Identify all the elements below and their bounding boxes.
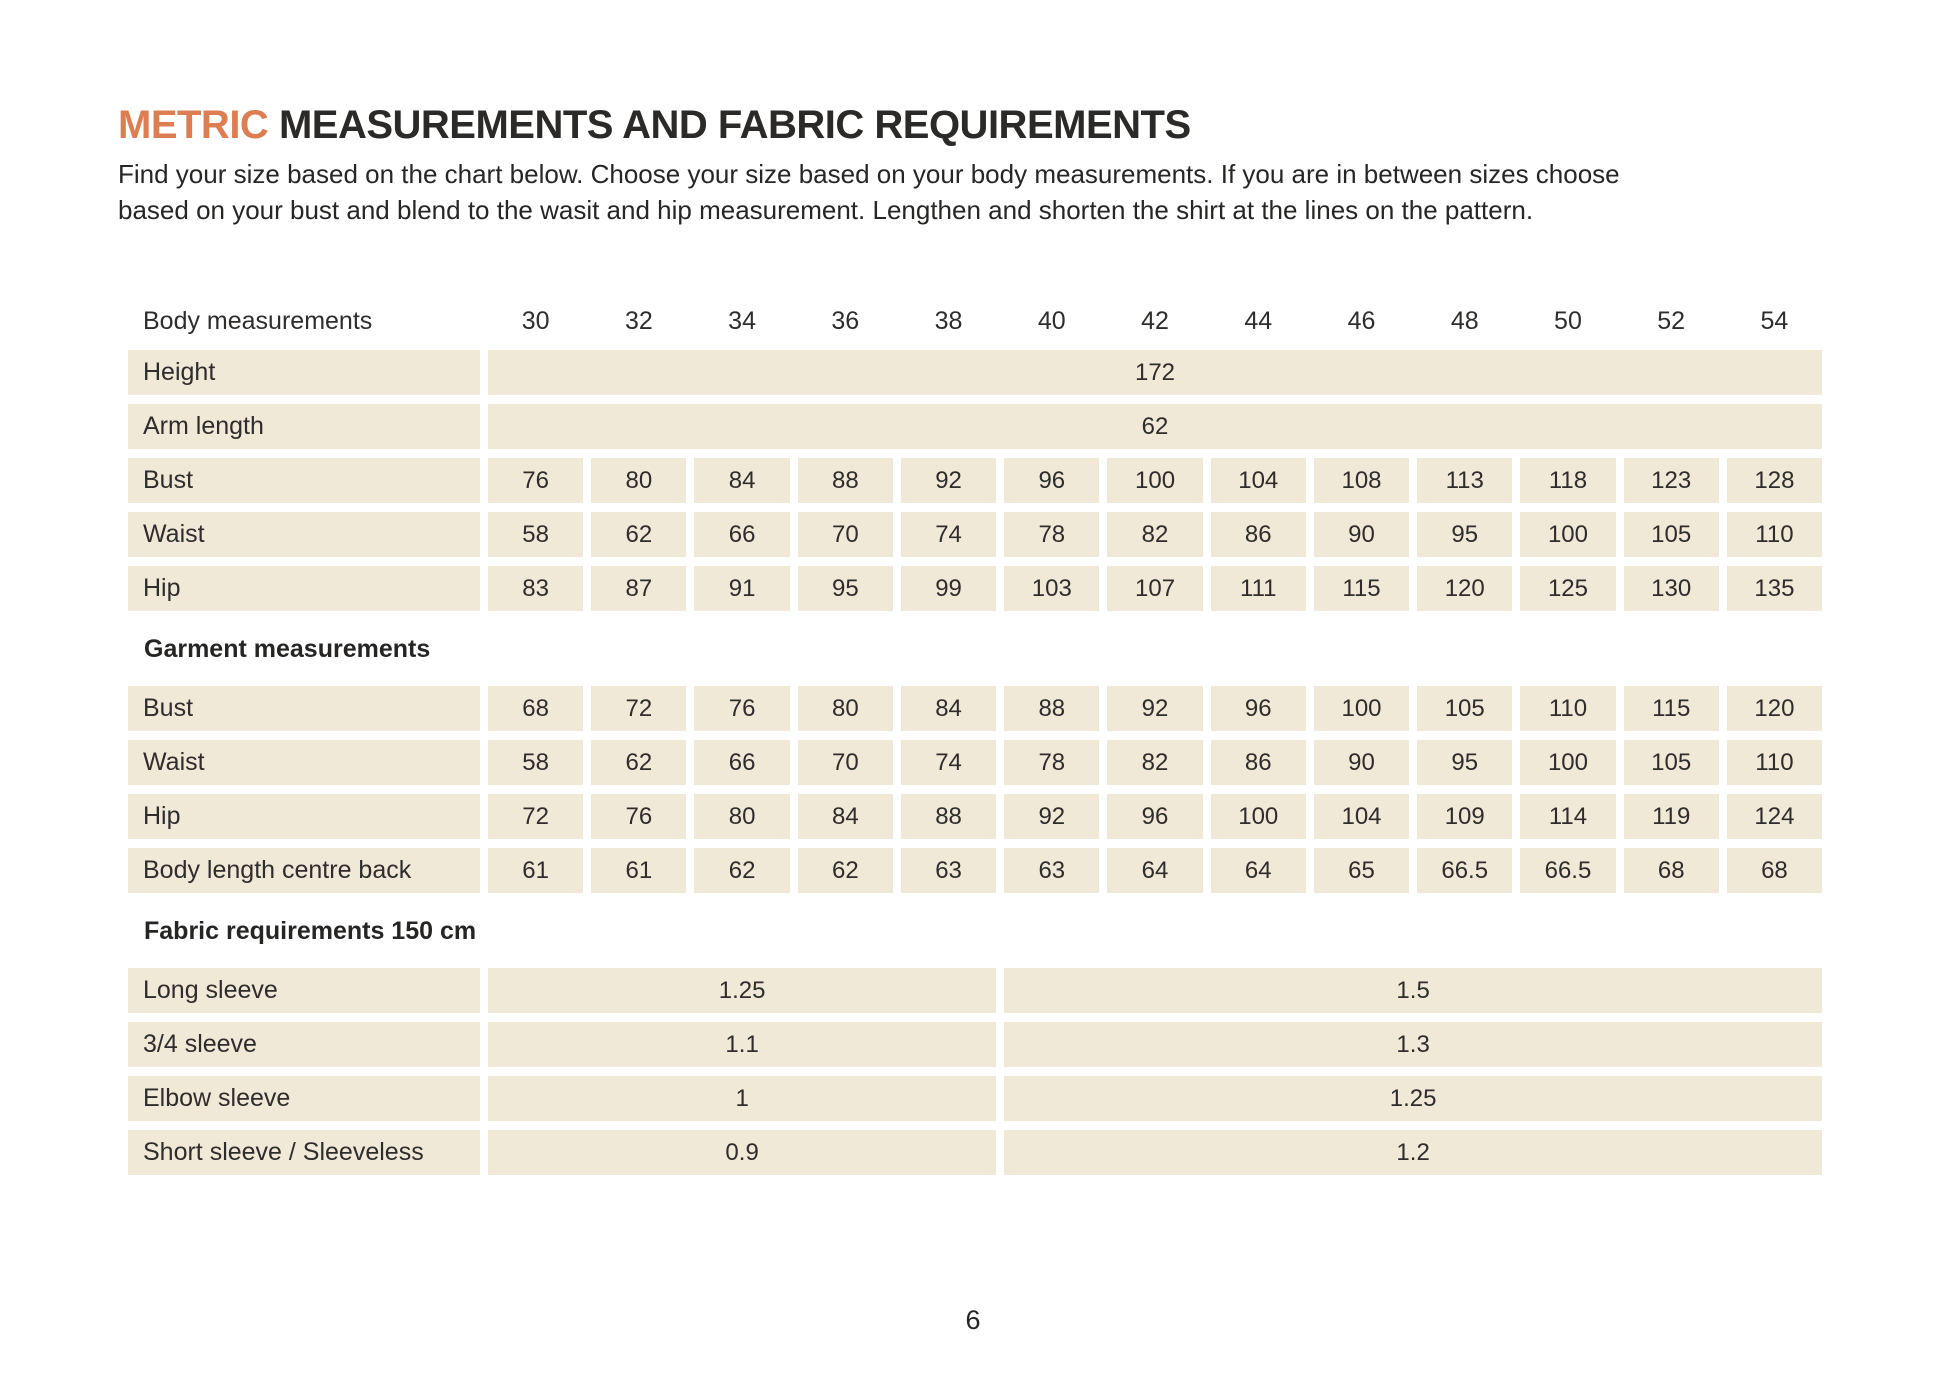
size-column-header: 30 [521,306,550,335]
value-cell: 68 [1624,848,1719,893]
size-column-header: 36 [831,306,860,335]
value-cell: 80 [591,458,686,503]
value-cell: 120 [1727,686,1822,731]
value-cell: 96 [1107,794,1202,839]
split-value-cell: 1.25 [1004,1076,1822,1121]
size-column-header: 44 [1244,306,1273,335]
value-cell: 128 [1727,458,1822,503]
value-cell: 100 [1211,794,1306,839]
value-cell: 113 [1417,458,1512,503]
table-row [128,794,1822,839]
value-cell: 103 [1004,566,1099,611]
value-cell: 95 [798,566,893,611]
value-cell: 66 [694,512,789,557]
split-value-cell: 1.1 [488,1022,996,1067]
section-heading: Fabric requirements 150 cm [144,916,477,945]
value-cell: 84 [694,458,789,503]
row-label: Bust [128,686,480,731]
value-cell: 62 [694,848,789,893]
value-cell: 72 [488,794,583,839]
size-column-header: 34 [728,306,756,335]
value-cell: 110 [1727,740,1822,785]
value-cell: 76 [488,458,583,503]
value-cell: 100 [1520,512,1615,557]
value-cell: 95 [1417,740,1512,785]
value-cell: 120 [1417,566,1512,611]
span-value-cell: 62 [488,404,1822,449]
value-cell: 65 [1314,848,1409,893]
value-cell: 62 [591,512,686,557]
value-cell: 100 [1107,458,1202,503]
value-cell: 115 [1624,686,1719,731]
value-cell: 58 [488,740,583,785]
size-column-header: 52 [1657,306,1686,335]
page-title [118,103,1191,147]
row-label: 3/4 sleeve [128,1022,480,1067]
page-title-accent: METRIC [118,103,269,147]
table-row [128,968,1822,1013]
value-cell: 76 [694,686,789,731]
value-cell: 66 [694,740,789,785]
size-column-header: 48 [1450,306,1479,335]
value-cell: 90 [1314,740,1409,785]
table-row [128,740,1822,785]
value-cell: 92 [1004,794,1099,839]
size-column-header: 54 [1760,306,1789,335]
row-label: Arm length [128,404,480,449]
value-cell: 123 [1624,458,1719,503]
value-cell: 70 [798,512,893,557]
value-cell: 96 [1004,458,1099,503]
row-label: Waist [128,512,480,557]
intro-line-2: based on your bust and blend to the wasit and hip measurement. Lengthen and shorten the shirt at the lines on the pattern. [118,195,1534,225]
value-cell: 114 [1520,794,1615,839]
value-cell: 99 [901,566,996,611]
row-label: Elbow sleeve [128,1076,480,1121]
value-cell: 124 [1727,794,1822,839]
value-cell: 110 [1520,686,1615,731]
table-row [128,1130,1822,1175]
size-table [128,299,1822,1184]
value-cell: 64 [1107,848,1202,893]
value-cell: 86 [1211,740,1306,785]
value-cell: 74 [901,512,996,557]
value-cell: 84 [901,686,996,731]
value-cell: 63 [1004,848,1099,893]
intro-line-1: Find your size based on the chart below. Choose your size based on your body measurements. If you are in between sizes choose [118,159,1620,189]
row-label: Height [128,350,480,395]
value-cell: 80 [694,794,789,839]
table-row [128,1022,1822,1067]
size-column-header: 38 [934,306,963,335]
size-column-header: 42 [1141,306,1169,335]
value-cell: 62 [798,848,893,893]
value-cell: 105 [1417,686,1512,731]
value-cell: 63 [901,848,996,893]
value-cell: 87 [591,566,686,611]
page-title-rest: MEASUREMENTS AND FABRIC REQUIREMENTS [278,103,1191,147]
value-cell: 104 [1314,794,1409,839]
value-cell: 74 [901,740,996,785]
value-cell: 82 [1107,740,1202,785]
table-row [128,350,1822,395]
value-cell: 84 [798,794,893,839]
value-cell: 66.5 [1520,848,1615,893]
value-cell: 62 [591,740,686,785]
row-label: Bust [128,458,480,503]
value-cell: 95 [1417,512,1512,557]
value-cell: 105 [1624,512,1719,557]
value-cell: 92 [901,458,996,503]
size-column-header: 32 [624,306,653,335]
value-cell: 88 [798,458,893,503]
value-cell: 66.5 [1417,848,1512,893]
value-cell: 119 [1624,794,1719,839]
table-row [128,848,1822,893]
table-row [128,404,1822,449]
value-cell: 76 [591,794,686,839]
value-cell: 135 [1727,566,1822,611]
intro-paragraph [118,156,1620,228]
size-column-header: 50 [1554,306,1582,335]
span-value-cell: 172 [488,350,1822,395]
row-label: Hip [128,794,480,839]
value-cell: 92 [1107,686,1202,731]
value-cell: 96 [1211,686,1306,731]
value-cell: 70 [798,740,893,785]
table-row [128,1076,1822,1121]
value-cell: 61 [591,848,686,893]
size-column-header: 46 [1347,306,1376,335]
size-column-header: 40 [1037,306,1066,335]
value-cell: 83 [488,566,583,611]
value-cell: 105 [1624,740,1719,785]
value-cell: 104 [1211,458,1306,503]
value-cell: 78 [1004,740,1099,785]
value-cell: 64 [1211,848,1306,893]
split-value-cell: 1.25 [488,968,996,1013]
row-label: Body length centre back [128,848,480,893]
split-value-cell: 1.3 [1004,1022,1822,1067]
value-cell: 72 [591,686,686,731]
value-cell: 88 [1004,686,1099,731]
value-cell: 90 [1314,512,1409,557]
value-cell: 58 [488,512,583,557]
page-number: 6 [965,1305,981,1335]
value-cell: 115 [1314,566,1409,611]
section-heading: Garment measurements [144,634,431,663]
split-value-cell: 1 [488,1076,996,1121]
value-cell: 68 [488,686,583,731]
value-cell: 82 [1107,512,1202,557]
value-cell: 100 [1520,740,1615,785]
value-cell: 80 [798,686,893,731]
split-value-cell: 0.9 [488,1130,996,1175]
table-header-row [128,299,1822,343]
value-cell: 109 [1417,794,1512,839]
value-cell: 88 [901,794,996,839]
row-label: Short sleeve / Sleeveless [128,1130,480,1175]
value-cell: 86 [1211,512,1306,557]
split-value-cell: 1.2 [1004,1130,1822,1175]
row-label: Waist [128,740,480,785]
split-value-cell: 1.5 [1004,968,1822,1013]
value-cell: 111 [1211,566,1306,611]
row-label: Hip [128,566,480,611]
table-row [128,458,1822,503]
value-cell: 61 [488,848,583,893]
value-cell: 118 [1520,458,1615,503]
row-label: Long sleeve [128,968,480,1013]
value-cell: 91 [694,566,789,611]
value-cell: 100 [1314,686,1409,731]
table-row [128,566,1822,611]
table-row [128,686,1822,731]
value-cell: 130 [1624,566,1719,611]
value-cell: 78 [1004,512,1099,557]
value-cell: 68 [1727,848,1822,893]
table-row [128,512,1822,557]
value-cell: 108 [1314,458,1409,503]
value-cell: 125 [1520,566,1615,611]
column-header-label: Body measurements [143,306,373,335]
value-cell: 110 [1727,512,1822,557]
value-cell: 107 [1107,566,1202,611]
